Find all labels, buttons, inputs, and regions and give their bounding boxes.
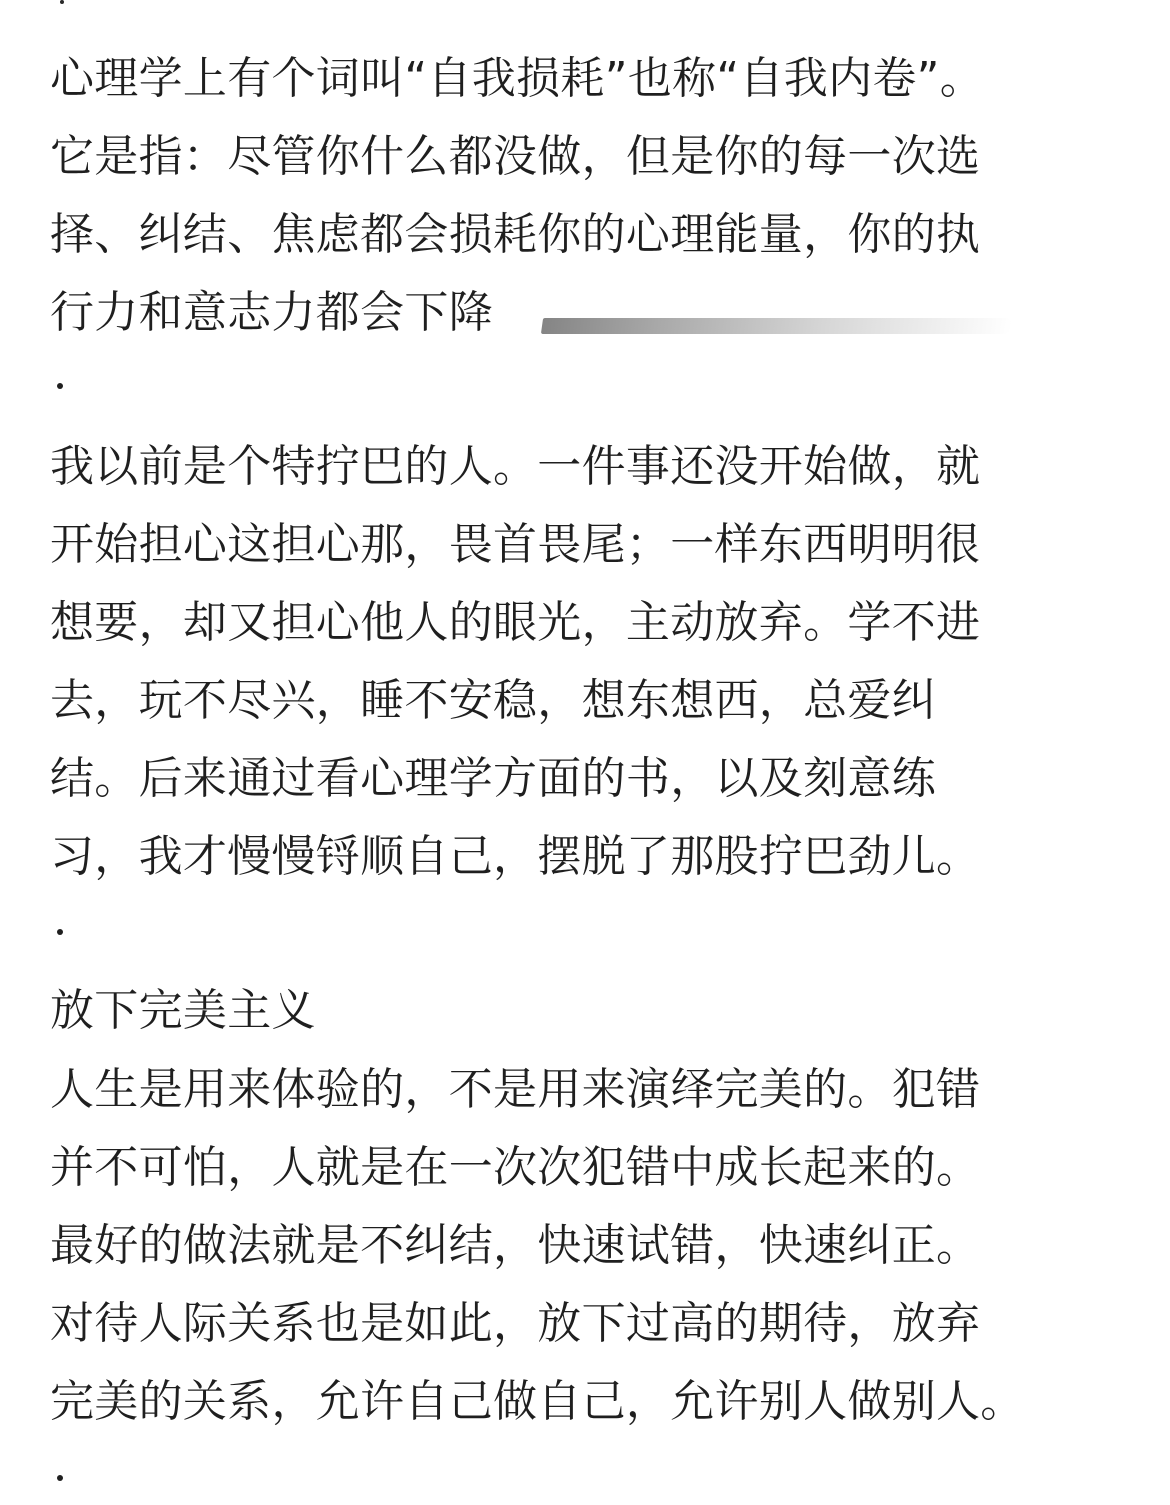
paragraph2-line: 我以前是个特拧巴的人。一件事还没开始做，就 bbox=[50, 441, 981, 492]
paragraph2-line: 习，我才慢慢锊顺自己，摆脱了那股拧巴劲儿。 bbox=[50, 831, 981, 882]
paragraph2-line: 去，玩不尽兴，睡不安稳，想东想西，总爱纠 bbox=[50, 675, 936, 726]
paragraph2-line: 开始担心这担心那，畏首畏尾；一样东西明明很 bbox=[50, 519, 981, 570]
paragraph3-line: 对待人际关系也是如此，放下过高的期待，放弃 bbox=[50, 1298, 981, 1349]
top-speck bbox=[60, 0, 64, 4]
separator-dot bbox=[57, 929, 63, 935]
paragraph3-line: 人生是用来体验的，不是用来演绎完美的。犯错 bbox=[50, 1064, 981, 1115]
paragraph3-line: 最好的做法就是不纠结，快速试错，快速纠正。 bbox=[50, 1220, 981, 1271]
paragraph3-line: 完美的关系，允许自己做自己，允许别人做别人。 bbox=[50, 1376, 1025, 1427]
separator-dot bbox=[57, 1475, 63, 1481]
paragraph2-line: 结。后来通过看心理学方面的书，以及刻意练 bbox=[50, 753, 936, 804]
separator-dot bbox=[57, 383, 63, 389]
paragraph1-line: 它是指：尽管你什么都没做，但是你的每一次选 bbox=[50, 131, 981, 182]
paragraph3-line: 并不可怕，人就是在一次次犯错中成长起来的。 bbox=[50, 1142, 981, 1193]
paragraph2-line: 想要，却又担心他人的眼光，主动放弃。学不进 bbox=[50, 597, 981, 648]
section-heading: 放下完美主义 bbox=[50, 985, 316, 1036]
paragraph1-line: 心理学上有个词叫“自我损耗”也称“自我内卷”。 bbox=[50, 53, 985, 104]
paragraph1-line: 择、纠结、焦虑都会损耗你的心理能量，你的执 bbox=[50, 209, 981, 260]
fading-pen-stroke bbox=[541, 318, 1013, 334]
paragraph1-line: 行力和意志力都会下降 bbox=[50, 287, 493, 338]
